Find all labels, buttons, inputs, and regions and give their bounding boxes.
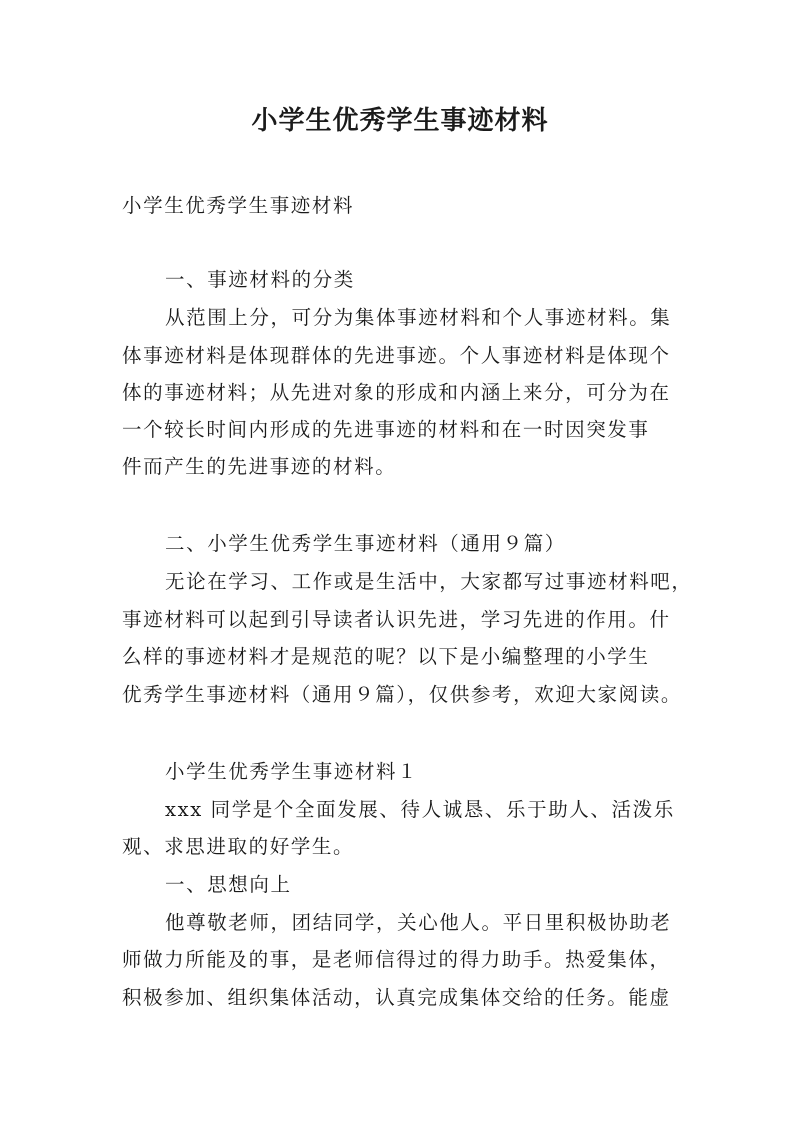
paragraph-line: 从范围上分，可分为集体事迹材料和个人事迹材料。集 bbox=[165, 306, 672, 329]
paragraph-line: 事迹材料可以起到引导读者认识先进，学习先进的作用。什 bbox=[122, 608, 671, 631]
sub-heading: 一、思想向上 bbox=[165, 873, 292, 896]
section-heading-materials: 二、小学生优秀学生事迹材料（通用９篇） bbox=[165, 532, 566, 555]
paragraph-line: 他尊敬老师，团结同学，关心他人。平日里积极协助老 bbox=[165, 911, 672, 934]
document-title: 小学生优秀学生事迹材料 bbox=[251, 106, 549, 136]
paragraph-line: 观、求思进取的好学生。 bbox=[122, 835, 355, 858]
paragraph-line: 积极参加、组织集体活动，认真完成集体交给的任务。能虚 bbox=[122, 986, 671, 1009]
paragraph-line: 件而产生的先进事迹的材料。 bbox=[122, 455, 397, 478]
paragraph-line: 么样的事迹材料才是规范的呢？以下是小编整理的小学生 bbox=[122, 645, 650, 668]
material-heading: 小学生优秀学生事迹材料１ bbox=[165, 760, 419, 783]
paragraph-line: 一个较长时间内形成的先进事迹的材料和在一时因突发事 bbox=[122, 418, 650, 441]
section-heading-classification: 一、事迹材料的分类 bbox=[165, 268, 355, 291]
paragraph-line: 无论在学习、工作或是生活中，大家都写过事迹材料吧， bbox=[165, 570, 693, 593]
paragraph-line: 体的事迹材料；从先进对象的形成和内涵上来分，可分为在 bbox=[122, 381, 671, 404]
paragraph-line: xxx 同学是个全面发展、待人诚恳、乐于助人、活泼乐 bbox=[165, 798, 675, 821]
document-subtitle: 小学生优秀学生事迹材料 bbox=[122, 194, 355, 217]
paragraph-line: 优秀学生事迹材料（通用９篇），仅供参考，欢迎大家阅读。 bbox=[122, 683, 682, 706]
paragraph-line: 体事迹材料是体现群体的先进事迹。个人事迹材料是体现个 bbox=[122, 344, 671, 367]
paragraph-line: 师做力所能及的事，是老师信得过的得力助手。热爱集体， bbox=[122, 948, 671, 971]
